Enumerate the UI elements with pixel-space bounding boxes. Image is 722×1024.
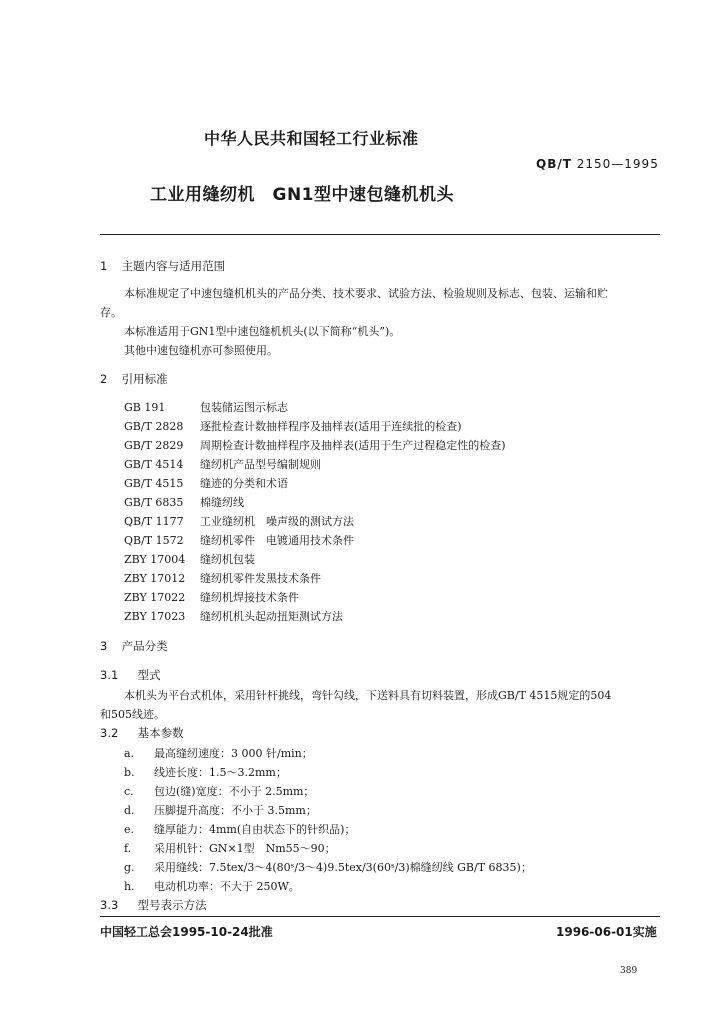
parameter-item bbox=[124, 821, 355, 837]
reference-code: QB/T 1572 bbox=[124, 534, 184, 547]
parameter-text: 线迹长度：1.5～3.2mm； bbox=[154, 766, 287, 779]
reference-item bbox=[124, 570, 321, 586]
s31-paragraph: 本机头为平台式机体，采用针杆挑线，弯针勾线，下送料具有切料装置，形成GB/T 4515规定的504 bbox=[124, 689, 612, 702]
s1-paragraph-1-cont: 存。 bbox=[100, 306, 122, 319]
s1-paragraph-3: 其他中速包缝机亦可参照使用。 bbox=[124, 344, 278, 357]
parameter-key: c. bbox=[124, 785, 134, 798]
subsection-title: 基本参数 bbox=[137, 726, 184, 740]
reference-code: ZBY 17022 bbox=[124, 591, 186, 604]
section-number: 1 bbox=[100, 259, 108, 273]
reference-item bbox=[124, 608, 343, 624]
reference-item bbox=[124, 399, 288, 415]
reference-title: 周期检查计数抽样程序及抽样表(适用于生产过程稳定性的检查) bbox=[200, 439, 506, 452]
document-title: 工业用缝纫机 GN1型中速包缝机机头 bbox=[150, 185, 455, 205]
section-title: 引用标准 bbox=[121, 372, 168, 386]
subsection-title: 型式 bbox=[137, 668, 161, 682]
reference-code: ZBY 17023 bbox=[124, 610, 186, 623]
section-title: 主题内容与适用范围 bbox=[121, 259, 226, 273]
reference-title: 工业缝纫机 噪声级的测试方法 bbox=[200, 515, 354, 528]
parameter-key: d. bbox=[124, 804, 135, 817]
section-number: 2 bbox=[100, 372, 108, 386]
parameter-item bbox=[124, 783, 314, 799]
reference-code: GB/T 2828 bbox=[124, 420, 184, 433]
subsection-3-3-heading bbox=[100, 897, 207, 913]
reference-item bbox=[124, 532, 354, 548]
reference-item bbox=[124, 418, 462, 434]
reference-title: 包装储运图示标志 bbox=[200, 401, 288, 414]
section-title: 产品分类 bbox=[121, 639, 168, 653]
parameter-item bbox=[124, 764, 287, 780]
reference-code: GB/T 2829 bbox=[124, 439, 184, 452]
subsection-title: 型号表示方法 bbox=[137, 898, 207, 912]
section-number: 3 bbox=[100, 639, 108, 653]
issuing-body-heading: 中华人民共和国轻工行业标准 bbox=[204, 129, 419, 148]
subsection-number: 3.3 bbox=[100, 898, 119, 912]
reference-title: 缝纫机包装 bbox=[200, 553, 255, 566]
parameter-key: b. bbox=[124, 766, 135, 779]
page-number: 389 bbox=[620, 966, 638, 976]
header-rule bbox=[100, 234, 660, 235]
subsection-3-2-heading bbox=[100, 725, 184, 741]
standard-code-number: 2150—1995 bbox=[576, 157, 659, 171]
parameter-text: 采用机针：GN×1型 Nm55～90； bbox=[154, 842, 336, 855]
parameter-text: 包边(缝)宽度：不小于 2.5mm； bbox=[154, 785, 315, 798]
section-3-heading bbox=[100, 638, 168, 654]
parameter-item bbox=[124, 745, 313, 761]
subsection-3-1-heading bbox=[100, 667, 161, 683]
reference-item bbox=[124, 551, 255, 567]
parameter-text: 电动机功率：不大于 250W。 bbox=[154, 880, 300, 893]
reference-item bbox=[124, 475, 288, 491]
reference-title: 缝纫机产品型号编制规则 bbox=[200, 458, 321, 471]
s1-paragraph-2: 本标准适用于GN1型中速包缝机机头(以下简称“机头”)。 bbox=[124, 325, 401, 338]
parameter-key: a. bbox=[124, 747, 135, 760]
parameter-key: g. bbox=[124, 861, 135, 874]
parameter-key: f. bbox=[124, 842, 132, 855]
standard-code-prefix: QB/T bbox=[536, 157, 572, 171]
parameter-item bbox=[124, 878, 300, 894]
parameter-item bbox=[124, 802, 317, 818]
section-1-heading bbox=[100, 258, 225, 274]
parameter-key: h. bbox=[124, 880, 135, 893]
reference-title: 棉缝纫线 bbox=[200, 496, 244, 509]
implementation-line: 1996-06-01实施 bbox=[556, 925, 657, 939]
reference-title: 缝迹的分类和术语 bbox=[200, 477, 288, 490]
reference-item bbox=[124, 456, 321, 472]
reference-code: GB/T 6835 bbox=[124, 496, 184, 509]
reference-title: 缝纫机零件 电镀通用技术条件 bbox=[200, 534, 354, 547]
s1-paragraph-1: 本标准规定了中速包缝机机头的产品分类、技术要求、试验方法、检验规则及标志、包装、运输和贮 bbox=[124, 287, 608, 300]
approval-line: 中国轻工总会1995-10-24批准 bbox=[100, 925, 273, 939]
reference-code: GB/T 4515 bbox=[124, 477, 184, 490]
reference-title: 缝纫机零件发黑技术条件 bbox=[200, 572, 321, 585]
s31-paragraph-cont: 和505线迹。 bbox=[100, 708, 165, 721]
reference-code: QB/T 1177 bbox=[124, 515, 184, 528]
reference-code: GB/T 4514 bbox=[124, 458, 184, 471]
parameter-key: e. bbox=[124, 823, 135, 836]
reference-title: 缝纫机机头起动扭矩测试方法 bbox=[200, 610, 343, 623]
subsection-number: 3.1 bbox=[100, 668, 119, 682]
reference-item bbox=[124, 589, 299, 605]
standard-code bbox=[536, 157, 659, 171]
subsection-number: 3.2 bbox=[100, 726, 119, 740]
reference-title: 缝纫机焊接技术条件 bbox=[200, 591, 299, 604]
reference-code: ZBY 17004 bbox=[124, 553, 186, 566]
footer-rule bbox=[100, 916, 660, 917]
parameter-item bbox=[124, 840, 336, 856]
parameter-text: 缝厚能力：4mm(自由状态下的针织品)； bbox=[154, 823, 356, 836]
reference-code: GB 191 bbox=[124, 401, 166, 414]
parameter-text: 采用缝线：7.5tex/3～4(80ˢ/3～4)9.5tex/3(60ˢ/3)棉缝纫线 GB/T 6835)； bbox=[154, 861, 532, 874]
reference-code: ZBY 17012 bbox=[124, 572, 186, 585]
parameter-item bbox=[124, 859, 532, 875]
section-2-heading bbox=[100, 371, 168, 387]
reference-title: 逐批检查计数抽样程序及抽样表(适用于连续批的检查) bbox=[200, 420, 462, 433]
reference-item bbox=[124, 494, 244, 510]
parameter-text: 最高缝纫速度：3 000 针/min； bbox=[154, 747, 313, 760]
reference-item bbox=[124, 437, 506, 453]
parameter-text: 压脚提升高度：不小于 3.5mm； bbox=[154, 804, 317, 817]
reference-item bbox=[124, 513, 354, 529]
